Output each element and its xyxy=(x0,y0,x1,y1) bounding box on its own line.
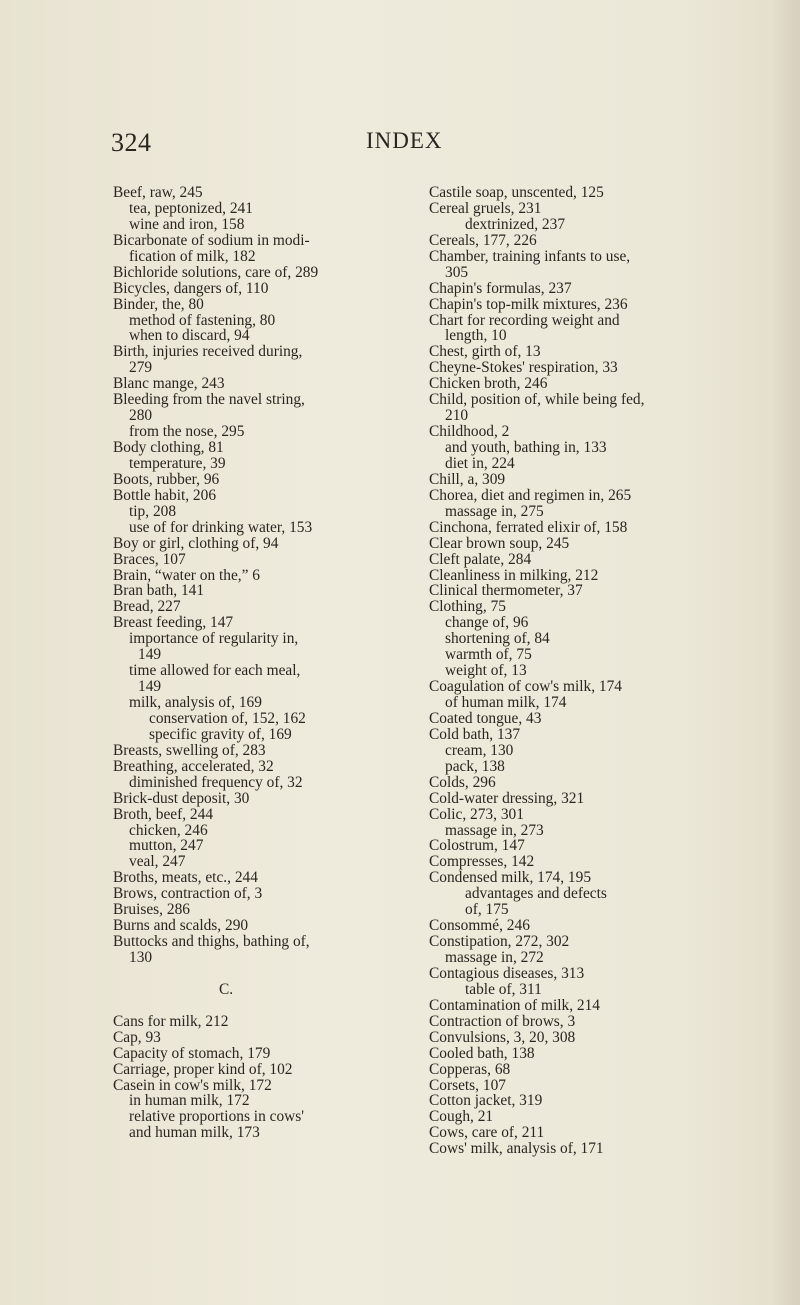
index-entry: Chicken broth, 246 xyxy=(429,375,548,393)
index-subentry: tip, 208 xyxy=(129,502,177,520)
index-subentry: milk, analysis of, 169 xyxy=(129,694,262,711)
index-subentry: 130 xyxy=(129,949,153,966)
index-subentry: of human milk, 174 xyxy=(445,694,567,711)
index-subentry: of, 175 xyxy=(465,901,509,919)
index-entry: Contraction of brows, 3 xyxy=(429,1012,576,1030)
index-entry: Corsets, 107 xyxy=(429,1076,506,1094)
index-entry: Cereal gruels, 231 xyxy=(429,199,542,217)
index-subentry: cream, 130 xyxy=(445,741,514,759)
index-entry: Cold bath, 137 xyxy=(429,725,521,743)
section-heading: C. xyxy=(219,980,234,998)
index-entry: Consommé, 246 xyxy=(429,917,530,935)
index-entry: Cleft palate, 284 xyxy=(429,550,532,568)
index-subentry: in human milk, 172 xyxy=(129,1092,250,1110)
index-subentry: time allowed for each meal, xyxy=(129,662,301,680)
index-entry: Chamber, training infants to use, xyxy=(429,247,631,265)
index-subentry: temperature, 39 xyxy=(129,454,226,472)
index-entry: Boots, rubber, 96 xyxy=(113,470,220,488)
index-entry: Cotton jacket, 319 xyxy=(429,1092,543,1110)
running-head: INDEX xyxy=(366,128,443,153)
index-entry: Bran bath, 141 xyxy=(113,582,205,600)
index-entry: Coated tongue, 43 xyxy=(429,709,542,727)
index-entry: Bruises, 286 xyxy=(113,901,190,919)
index-subentry: from the nose, 295 xyxy=(129,423,245,441)
index-subentry: diet in, 224 xyxy=(445,454,515,472)
index-entry: Bleeding from the navel string, xyxy=(113,391,305,409)
index-subentry: diminished frequency of, 32 xyxy=(129,773,303,791)
index-subentry: 149 xyxy=(138,646,162,664)
index-entry: Breathing, accelerated, 32 xyxy=(113,757,274,775)
index-entry: Cinchona, ferrated elixir of, 158 xyxy=(429,518,628,536)
index-entry: Clinical thermometer, 37 xyxy=(429,582,583,600)
index-subentry: when to discard, 94 xyxy=(129,327,250,345)
index-entry: Colic, 273, 301 xyxy=(429,805,524,823)
index-entry: Brain, “water on the,” 6 xyxy=(113,566,261,584)
index-subentry: 149 xyxy=(138,678,162,696)
index-entry: Contamination of milk, 214 xyxy=(429,996,600,1014)
index-entry: Carriage, proper kind of, 102 xyxy=(113,1060,293,1078)
index-column-right xyxy=(429,185,759,1157)
index-entry: Blanc mange, 243 xyxy=(113,375,225,393)
page-number: 324 xyxy=(111,128,152,157)
index-entry: Colostrum, 147 xyxy=(429,837,525,855)
index-entry: Condensed milk, 174, 195 xyxy=(429,869,592,887)
index-entry: Cans for milk, 212 xyxy=(113,1012,229,1030)
index-entry: Chest, girth of, 13 xyxy=(429,343,541,361)
index-subentry: shortening of, 84 xyxy=(445,630,550,648)
index-entry: Cap, 93 xyxy=(113,1028,161,1046)
index-subentry: massage in, 272 xyxy=(445,949,544,966)
index-entry: Child, position of, while being fed, xyxy=(429,391,645,409)
index-entry: Brick-dust deposit, 30 xyxy=(113,789,250,807)
index-subentry: use of for drinking water, 153 xyxy=(129,518,313,536)
index-entry: Bicycles, dangers of, 110 xyxy=(113,279,269,297)
index-entry: Childhood, 2 xyxy=(429,423,510,441)
index-entry: Chapin's formulas, 237 xyxy=(429,279,572,297)
page-edge-shadow xyxy=(772,0,800,1305)
index-entry: Copperas, 68 xyxy=(429,1060,511,1078)
index-subentry: specific gravity of, 169 xyxy=(149,725,292,743)
index-entry: Brows, contraction of, 3 xyxy=(113,885,263,903)
index-entry: Cheyne-Stokes' respiration, 33 xyxy=(429,359,618,377)
index-entry: Bicarbonate of sodium in modi- xyxy=(113,231,310,249)
index-entry: Castile soap, unscented, 125 xyxy=(429,184,604,201)
index-entry: Cough, 21 xyxy=(429,1108,494,1126)
index-entry: Cleanliness in milking, 212 xyxy=(429,566,599,584)
index-subentry: and youth, bathing in, 133 xyxy=(445,439,607,456)
index-entry: Broth, beef, 244 xyxy=(113,805,214,823)
index-entry: Beef, raw, 245 xyxy=(113,184,203,201)
blank-line xyxy=(113,998,413,1014)
index-entry: Cooled bath, 138 xyxy=(429,1044,535,1062)
index-entry: Bichloride solutions, care of, 289 xyxy=(113,263,319,281)
index-entry: Compresses, 142 xyxy=(429,853,535,871)
index-subentry: method of fastening, 80 xyxy=(129,311,276,329)
index-entry: Body clothing, 81 xyxy=(113,439,224,456)
index-subentry: 279 xyxy=(129,359,153,377)
blank-line xyxy=(113,966,413,982)
index-entry: Chorea, diet and regimen in, 265 xyxy=(429,486,632,504)
index-entry: Convulsions, 3, 20, 308 xyxy=(429,1028,576,1046)
index-subentry: chicken, 246 xyxy=(129,821,208,839)
index-subentry: conservation of, 152, 162 xyxy=(149,709,306,727)
index-subentry: tea, peptonized, 241 xyxy=(129,199,253,217)
index-entry: Birth, injuries received during, xyxy=(113,343,303,361)
index-entry: Clear brown soup, 245 xyxy=(429,534,570,552)
index-entry: Bottle habit, 206 xyxy=(113,486,217,504)
index-column-left xyxy=(113,185,413,1141)
index-entry: Clothing, 75 xyxy=(429,598,506,616)
index-subentry: massage in, 275 xyxy=(445,502,544,520)
index-entry: Braces, 107 xyxy=(113,550,186,568)
index-entry: Chart for recording weight and xyxy=(429,311,620,329)
index-subentry: relative proportions in cows' xyxy=(129,1108,305,1126)
index-entry: Colds, 296 xyxy=(429,773,496,791)
index-entry: Contagious diseases, 313 xyxy=(429,964,585,982)
index-entry: Cows' milk, analysis of, 171 xyxy=(429,1140,604,1158)
index-entry: Boy or girl, clothing of, 94 xyxy=(113,534,279,552)
index-entry: Chapin's top-milk mixtures, 236 xyxy=(429,295,628,313)
index-entry: Constipation, 272, 302 xyxy=(429,933,570,951)
index-subentry: advantages and defects xyxy=(465,885,607,903)
index-entry: Breasts, swelling of, 283 xyxy=(113,741,266,759)
index-entry: Breast feeding, 147 xyxy=(113,614,234,632)
index-subentry: dextrinized, 237 xyxy=(465,215,566,233)
index-subentry: and human milk, 173 xyxy=(129,1124,260,1142)
index-subentry: warmth of, 75 xyxy=(445,646,532,664)
index-entry: Coagulation of cow's milk, 174 xyxy=(429,678,622,696)
index-subentry: veal, 247 xyxy=(129,853,186,871)
index-entry: Buttocks and thighs, bathing of, xyxy=(113,933,310,951)
index-entry: Cold-water dressing, 321 xyxy=(429,789,585,807)
index-subentry: weight of, 13 xyxy=(445,662,527,680)
index-subentry: pack, 138 xyxy=(445,757,505,775)
index-entry: Cereals, 177, 226 xyxy=(429,231,537,249)
index-subentry: length, 10 xyxy=(445,327,507,345)
index-entry: Broths, meats, etc., 244 xyxy=(113,869,258,887)
index-entry: Chill, a, 309 xyxy=(429,470,506,488)
index-entry: Capacity of stomach, 179 xyxy=(113,1044,271,1062)
index-entry: Casein in cow's milk, 172 xyxy=(113,1076,272,1094)
index-subentry: fication of milk, 182 xyxy=(129,247,256,265)
index-subentry: change of, 96 xyxy=(445,614,529,632)
index-subentry: 305 xyxy=(445,263,469,281)
page-header xyxy=(0,128,800,168)
index-subentry: 210 xyxy=(445,407,469,425)
index-subentry: mutton, 247 xyxy=(129,837,204,855)
index-entry: Binder, the, 80 xyxy=(113,295,204,313)
index-subentry: table of, 311 xyxy=(465,980,542,998)
index-subentry: 280 xyxy=(129,407,153,425)
index-subentry: importance of regularity in, xyxy=(129,630,299,648)
index-subentry: massage in, 273 xyxy=(445,821,544,839)
index-entry: Burns and scalds, 290 xyxy=(113,917,249,935)
index-entry: Cows, care of, 211 xyxy=(429,1124,545,1142)
index-entry: Bread, 227 xyxy=(113,598,181,616)
index-subentry: wine and iron, 158 xyxy=(129,215,245,233)
